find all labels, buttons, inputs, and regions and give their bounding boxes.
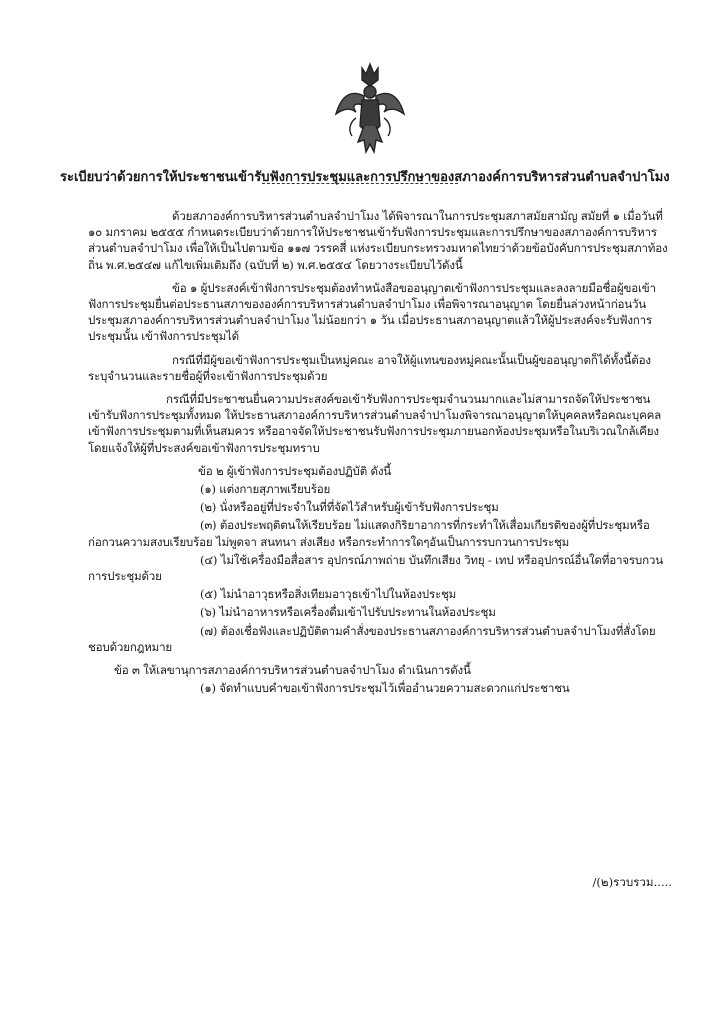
rule-item: (๕) ไม่นำอาวุธหรือสิ่งเทียมอาวุธเข้าไปในห้องประชุม	[200, 587, 457, 602]
clause-2-heading: ข้อ ๒ ผู้เข้าฟังการประชุมต้องปฏิบัติ ดังนี้	[198, 463, 392, 478]
rule-item: (๔) ไม่ใช้เครื่องมือสื่อสาร อุปกรณ์ภาพถ่าย บันทึกเสียง วิทยุ - เทป หรืออุปกรณ์อื่นใดที่อาจรบกวนการประชุมด้วย	[88, 552, 663, 584]
clause-1-paragraph: ข้อ ๑ ผู้ประสงค์เข้าฟังการประชุมต้องทำหนังสือขออนุญาตเข้าฟังการประชุมและลงลายมือชื่อผู้ขอเข้าฟังการประชุมยื่นต่อประธานสภาขององค์การบริหารส่วนตำบลจำปาโมง เพื่อพิจารณาอนุญาต โดยยื่นล่วงหน้าก่อนวันประชุมสภาองค์การบริหารส่วนตำบลจำปาโมง ไม่น้อยกว่า ๑ วัน เมื่อประธานสภาอนุญาตแล้วให้ผู้ประสงค์จะรับฟังการประชุมนั้น เข้าฟังการประชุมได้	[88, 280, 656, 344]
group-request-paragraph: กรณีที่มีผู้ขอเข้าฟังการประชุมเป็นหมู่คณะ อาจให้ผู้แทนของหมู่คณะนั้นเป็นผู้ขออนุญาตก็ได้ทั้งนี้ต้องระบุจำนวนและรายชื่อผู้ที่จะเข้าฟังการประชุมด้วย	[88, 352, 651, 383]
garuda-emblem-icon	[334, 60, 406, 160]
document-body	[88, 208, 668, 703]
rule-item: (๗) ต้องเชื่อฟังและปฏิบัติตามคำสั่งของประธานสภาองค์การบริหารส่วนตำบลจำปาโมงที่สั่งโดยชอบด้วยกฎหมาย	[88, 623, 656, 654]
clause-3-item: (๑) จัดทำแบบคำขอเข้าฟังการประชุมไว้เพื่ออำนวยความสะดวกแก่ประชาชน	[200, 681, 570, 696]
rule-item: (๑) แต่งกายสุภาพเรียบร้อย	[200, 482, 331, 497]
title-divider	[262, 183, 458, 184]
document-title: ระเบียบว่าด้วยการให้ประชาชนเข้ารับฟังการประชุมและการปรึกษาของสภาองค์การบริหารส่วนตำบลจำปาโมง	[60, 170, 670, 185]
continuation-marker: /(๒)รวบรวม.....	[592, 875, 672, 889]
rule-item: (๖) ไม่นำอาหารหรือเครื่องดื่มเข้าไปรับประทานในห้องประชุม	[200, 605, 496, 620]
rule-item: (๒) นั่งหรืออยู่ที่ประจำในที่ที่จัดไว้สำหรับผู้เข้ารับฟังการประชุม	[200, 500, 499, 515]
crowd-paragraph: กรณีที่มีประชาชนยื่นความประสงค์ขอเข้ารับฟังการประชุมจำนวนมากและไม่สามารถจัดให้ประชาชนเข้ารับฟังการประชุมทั้งหมด ให้ประธานสภาองค์การบริหารส่วนตำบลจำปาโมงพิจารณาอนุญาตให้บุคคลหรือคณะบุคคลเข้าฟังการประชุมตามที่เห็นสมควร หรืออาจจัดให้ประชาชนรับฟังการประชุมภายนอกห้องประชุมหรือในบริเวณใกล้เคียงโดยแจ้งให้ผู้ที่ประสงค์ขอเข้าฟังการประชุมทราบ	[88, 392, 662, 455]
rule-item: (๓) ต้องประพฤติตนให้เรียบร้อย ไม่แสดงกิริยาอาการที่กระทำให้เสื่อมเกียรติของผู้ที่ประชุมหรือก่อกวนความสงบเรียบร้อย ไม่พูดจา สนทนา ส่งเสียง หรือกระทำการใดๆอันเป็นการรบกวนการประชุม	[88, 518, 650, 549]
clause-3-heading: ข้อ ๓ ให้เลขานุการสภาองค์การบริหารส่วนตำบลจำปาโมง ดำเนินการดังนี้	[114, 663, 471, 678]
intro-paragraph: ด้วยสภาองค์การบริหารส่วนตำบลจำปาโมง ได้พิจารณาในการประชุมสภาสมัยสามัญ สมัยที่ ๑ เมื่อวันที่ ๑๐ มกราคม ๒๕๕๕ กำหนดระเบียบว่าด้วยการให้ประชาชนเข้ารับฟังการประชุมและการปรึกษาของสภาองค์การบริหารส่วนตำบลจำปาโมง เพื่อให้เป็นไปตามข้อ ๑๑๗ วรรคสี่ แห่งระเบียบกระทรวงมหาดไทยว่าด้วยข้อบังคับการประชุมสภาท้องถิ่น พ.ศ.๒๕๔๗ แก้ไขเพิ่มเติมถึง (ฉบับที่ ๒) พ.ศ.๒๕๕๔ โดยวางระเบียบไว้ดังนี้	[88, 209, 668, 272]
